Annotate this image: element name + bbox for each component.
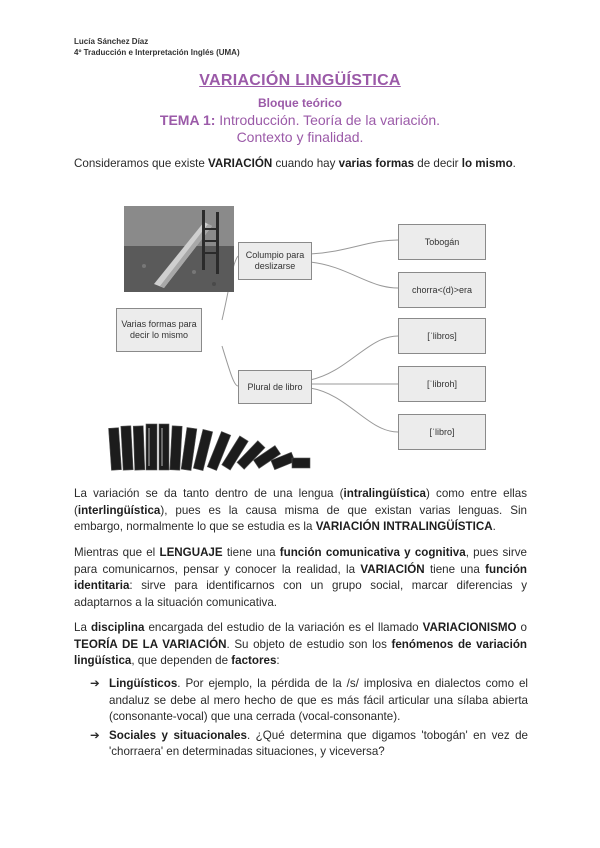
paragraph-functions: Mientras que el LENGUAJE tiene una función comunicativa y cognitiva, pues sirve para comunicarnos, pensar y conocer la realidad, la VARIACIÓN tiene una función identitaria: sirve para identificarnos con un grupo social, marcar diferencias y adaptarnos a la situación comunicativa. [74, 546, 527, 609]
document-header [74, 36, 240, 58]
leaf-libro: [ˈlibro] [398, 414, 486, 450]
intro-paragraph: Consideramos que existe VARIACIÓN cuando hay varias formas de decir lo mismo. [74, 157, 516, 170]
leaf-libros: [ˈlibros] [398, 318, 486, 354]
author-name: Lucía Sánchez Díaz [74, 37, 149, 46]
course-name: 4º Traducción e Interpretación Inglés (UMA) [74, 48, 240, 57]
arrow-icon: ➔ [90, 728, 100, 742]
main-title: VARIACIÓN LINGÜÍSTICA [199, 72, 401, 89]
paragraph-intralinguistic: La variación se da tanto dentro de una lengua (intralingüística) como entre ellas (interlingüística), pues es la causa misma de que existan varias lenguas. Sin embargo, normalmente lo que se estudia es la VARIACIÓN INTRALINGÜÍSTICA. [74, 487, 527, 533]
connector-branch2-leaf5 [310, 388, 398, 432]
branch1-box: Columpio para deslizarse [238, 242, 312, 280]
connector-root-branch2 [222, 346, 238, 386]
topic-title [0, 112, 600, 146]
list-item: ➔ Lingüísticos. Por ejemplo, la pérdida de la /s/ implosiva en dialectos como el andaluz se debe al mero hecho de que es más fácil articular una sílaba abierta (consonante-vocal) que una cerrada (vocal-consonante). [90, 677, 528, 723]
topic-text: Introducción. Teoría de la variación. [215, 112, 441, 128]
leaf-tobogan: Tobogán [398, 224, 486, 260]
topic-line2: Contexto y finalidad. [236, 129, 364, 145]
topic-label: TEMA 1: [159, 112, 216, 128]
books-photo [108, 418, 316, 472]
paragraph-discipline: La disciplina encargada del estudio de la variación es el llamado VARIACIONISMO o TEORÍA DE LA VARIACIÓN. Su objeto de estudio son los fenómenos de variación lingüística, que dependen de factores: [74, 621, 527, 667]
root-box: Varias formas para decir lo mismo [116, 308, 202, 352]
slide-photo [124, 206, 234, 292]
leaf-libroh: [ˈlibroh] [398, 366, 486, 402]
leaf-chorraera: chorra<(d)>era [398, 272, 486, 308]
factors-list [90, 676, 528, 763]
connector-branch1-leaf2 [310, 262, 398, 288]
list-item: ➔ Sociales y situacionales. ¿Qué determina que digamos 'tobogán' en vez de 'chorraera' en determinadas situaciones, y viceversa? [90, 728, 529, 758]
connector-branch1-leaf1 [310, 240, 398, 254]
branch2-box: Plural de libro [238, 370, 312, 404]
arrow-icon: ➔ [90, 677, 100, 690]
connector-branch2-leaf3 [310, 336, 398, 380]
block-subtitle: Bloque teórico [257, 96, 342, 110]
